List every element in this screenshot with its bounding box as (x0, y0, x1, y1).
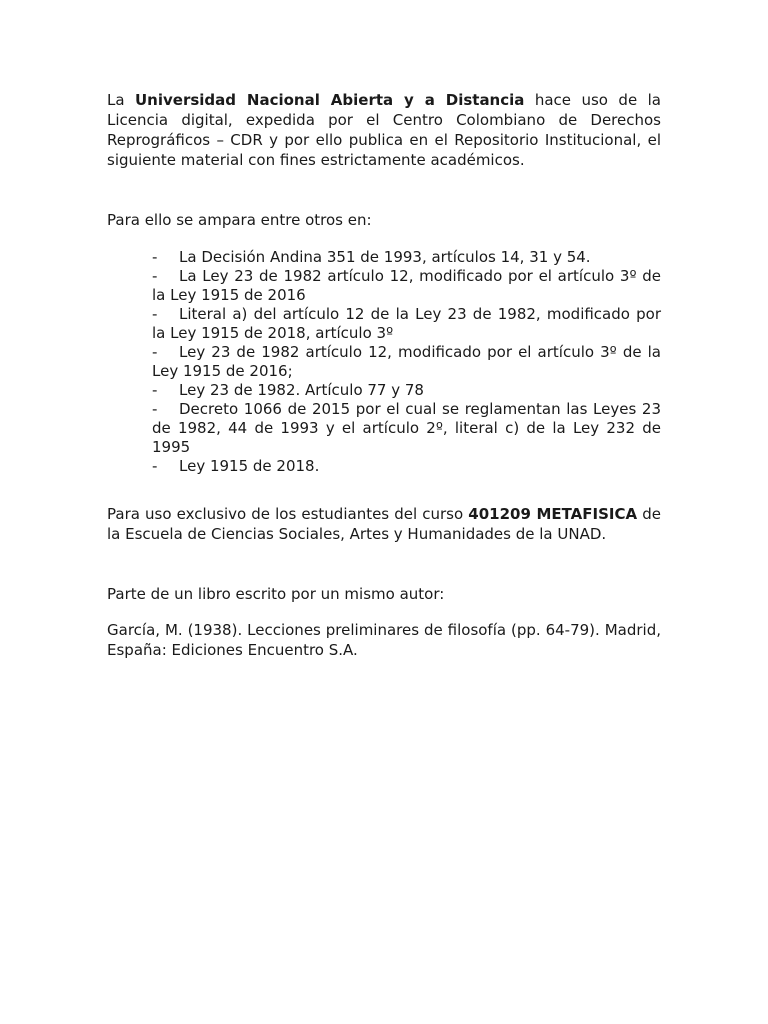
document-page (107, 90, 661, 660)
course-suffix: de la Escuela de Ciencias Sociales, Artes y Humanidades de la UNAD. (107, 505, 661, 543)
intro-text: hace uso de la Licencia digital, expedida por el Centro Colombiano de Derechos Reprográficos – CDR y por ello publica en el Repositorio Institucional, el siguiente material con fines estrictamente académicos. (107, 91, 661, 169)
legal-item (152, 248, 661, 267)
citation: García, M. (1938). Lecciones preliminares de filosofía (pp. 64-79). Madrid, España: Ediciones Encuentro S.A. (107, 621, 661, 659)
legal-item-text: Literal a) del artículo 12 de la Ley 23 de 1982, modificado por la Ley 1915 de 2018, artículo 3º (152, 305, 661, 342)
list-dash: - (152, 400, 158, 418)
legal-item (152, 400, 661, 457)
libro-label: Parte de un libro escrito por un mismo autor: (107, 585, 445, 603)
institution-name: Universidad Nacional Abierta y a Distancia (135, 91, 525, 109)
course-paragraph (107, 504, 661, 544)
intro-paragraph (107, 90, 661, 170)
amparo-label: Para ello se ampara entre otros en: (107, 211, 372, 229)
legal-item (152, 267, 661, 305)
list-dash: - (152, 457, 158, 475)
intro-prefix: La (107, 91, 135, 109)
legal-item (152, 343, 661, 381)
legal-item-text: Ley 23 de 1982 artículo 12, modificado por el artículo 3º de la Ley 1915 de 2016; (152, 343, 661, 380)
legal-item-text: La Ley 23 de 1982 artículo 12, modificado por el artículo 3º de la Ley 1915 de 2016 (152, 267, 661, 304)
list-dash: - (152, 381, 158, 399)
legal-list (107, 248, 661, 476)
list-dash: - (152, 343, 158, 361)
legal-item-text: La Decisión Andina 351 de 1993, artículos 14, 31 y 54. (179, 248, 591, 266)
legal-item (152, 305, 661, 343)
legal-item-text: Decreto 1066 de 2015 por el cual se reglamentan las Leyes 23 de 1982, 44 de 1993 y el artículo 2º, literal c) de la Ley 232 de 1995 (152, 400, 661, 456)
legal-item-text: Ley 1915 de 2018. (179, 457, 320, 475)
legal-item-text: Ley 23 de 1982. Artículo 77 y 78 (179, 381, 424, 399)
list-dash: - (152, 248, 158, 266)
list-dash: - (152, 305, 158, 323)
course-prefix: Para uso exclusivo de los estudiantes del curso (107, 505, 469, 523)
course-code: 401209 METAFISICA (468, 505, 638, 523)
legal-item (152, 381, 661, 400)
legal-item (152, 457, 661, 476)
list-dash: - (152, 267, 158, 285)
